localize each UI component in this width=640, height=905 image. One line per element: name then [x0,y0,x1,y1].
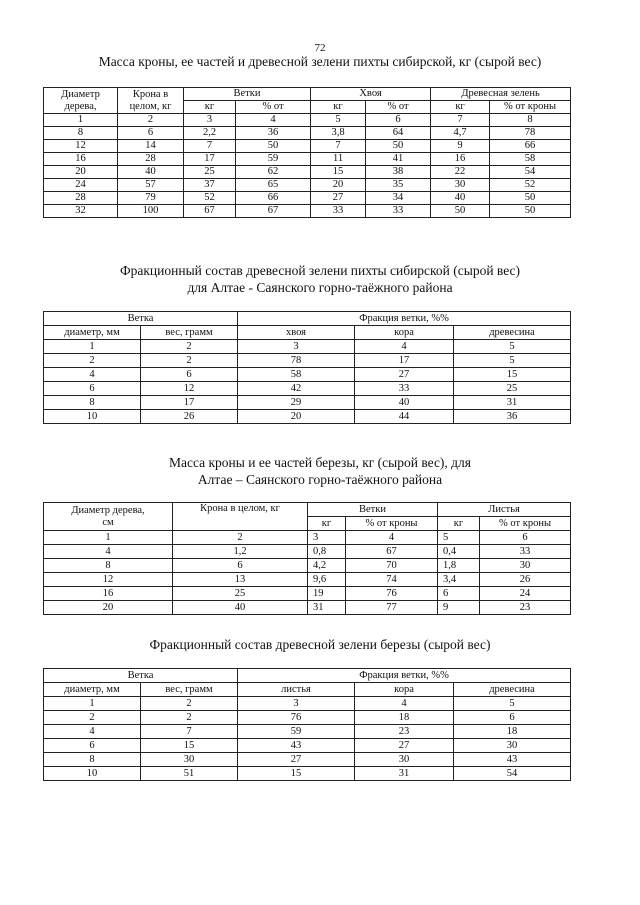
table-cell: 77 [346,601,438,615]
table-cell: 2 [118,114,184,127]
table-cell: 8 [44,396,141,410]
header-fraction: Фракция ветки, %% [238,669,571,683]
table-cell: 20 [44,601,173,615]
table-cell: 33 [355,382,454,396]
table-cell: 52 [490,179,571,192]
table-cell: 3 [238,340,355,354]
table-cell: 37 [184,179,236,192]
table-cell: 66 [490,140,571,153]
table-cell: 2 [141,711,238,725]
table-cell: 28 [118,153,184,166]
table-cell: 38 [366,166,431,179]
subheader-weight: вес, грамм [141,683,238,697]
table-row [44,153,571,166]
table-cell: 40 [355,396,454,410]
subheader-pct-crown: % от кроны [480,517,571,531]
fir-fraction-table [43,311,571,424]
header-fraction: Фракция ветки, %% [238,312,571,326]
table-cell: 2 [141,340,238,354]
table-cell: 31 [308,601,346,615]
table-cell: 12 [44,140,118,153]
table-cell: 12 [141,382,238,396]
header-branches: Ветки [308,503,438,517]
table-cell: 8 [44,559,173,573]
table-cell: 4 [44,368,141,382]
table-cell: 1 [44,114,118,127]
table-row [44,114,571,127]
table-cell: 2 [141,697,238,711]
table-cell: 6 [118,127,184,140]
table3-title-line1: Масса кроны и ее частей березы, кг (сырой вес), для [168,455,471,470]
table-cell: 10 [44,767,141,781]
header-greens: Древесная зелень [431,88,571,101]
table-cell: 6 [366,114,431,127]
table-cell: 15 [238,767,355,781]
table-row [44,545,571,559]
table-cell: 7 [431,114,490,127]
table-cell: 20 [238,410,355,424]
table-row [44,140,571,153]
table-row [44,340,571,354]
table-cell: 50 [366,140,431,153]
page-number: 72 [314,42,326,54]
table-cell: 24 [480,587,571,601]
table-cell: 40 [118,166,184,179]
table-cell: 59 [238,725,355,739]
table-cell: 8 [44,127,118,140]
table-cell: 6 [44,739,141,753]
table-cell: 33 [366,205,431,218]
table-cell: 2 [173,531,308,545]
table-cell: 74 [346,573,438,587]
table-cell: 5 [454,340,571,354]
table2-title-line1: Фракционный состав древесной зелени пихты сибирской (сырой вес) [119,263,521,278]
table-cell: 58 [490,153,571,166]
table-cell: 26 [141,410,238,424]
table-cell: 50 [490,205,571,218]
table-cell: 20 [44,166,118,179]
table-cell: 33 [480,545,571,559]
table-cell: 3,8 [311,127,366,140]
table-row [44,205,571,218]
table-cell: 41 [366,153,431,166]
table-cell: 13 [173,573,308,587]
table-cell: 18 [355,711,454,725]
subheader-needles: хвоя [238,326,355,340]
table-cell: 51 [141,767,238,781]
table-cell: 27 [355,368,454,382]
subheader-diameter: диаметр, мм [44,683,141,697]
table-cell: 22 [431,166,490,179]
table-cell: 27 [311,192,366,205]
table-cell: 1,8 [438,559,480,573]
table-cell: 67 [184,205,236,218]
table-row [44,573,571,587]
table-cell: 50 [431,205,490,218]
table-cell: 15 [454,368,571,382]
table-cell: 17 [355,354,454,368]
table-cell: 16 [431,153,490,166]
table-cell: 10 [44,410,141,424]
table-cell: 4 [44,725,141,739]
table-cell: 1,2 [173,545,308,559]
table1-title: Масса кроны, ее частей и древесной зелени пихты сибирской, кг (сырой вес) [98,54,542,69]
birch-fraction-table [43,668,571,781]
table-cell: 30 [355,753,454,767]
table-cell: 64 [366,127,431,140]
table-row [44,739,571,753]
table-row [44,559,571,573]
table-cell: 15 [311,166,366,179]
table-cell: 23 [355,725,454,739]
table-cell: 14 [118,140,184,153]
table-cell: 5 [454,354,571,368]
table-cell: 43 [238,739,355,753]
table-cell: 32 [44,205,118,218]
table-cell: 30 [431,179,490,192]
table-cell: 67 [236,205,311,218]
table-cell: 2 [141,354,238,368]
table-cell: 6 [173,559,308,573]
table-cell: 4 [355,697,454,711]
table-cell: 76 [346,587,438,601]
table-cell: 2 [44,354,141,368]
table-cell: 59 [236,153,311,166]
table-row [44,711,571,725]
table-cell: 9 [431,140,490,153]
subheader-pct: % от [366,101,431,114]
birch-crown-mass-table [43,502,571,615]
header-branch: Ветка [44,669,238,683]
table-row [44,697,571,711]
table3-title-line2: Алтае – Саянского горно-таёжного района [197,472,443,487]
table-cell: 16 [44,153,118,166]
table-row [44,531,571,545]
header-needles: Хвоя [311,88,431,101]
table-row [44,368,571,382]
table-cell: 8 [44,753,141,767]
table-cell: 78 [490,127,571,140]
table-cell: 31 [454,396,571,410]
subheader-kg: кг [311,101,366,114]
subheader-wood: древесина [454,326,571,340]
subheader-kg: кг [308,517,346,531]
table-cell: 6 [141,368,238,382]
table-cell: 6 [454,711,571,725]
table-row [44,587,571,601]
table-cell: 44 [355,410,454,424]
table-cell: 1 [44,340,141,354]
table-cell: 4,2 [308,559,346,573]
table-cell: 43 [454,753,571,767]
table-cell: 4 [236,114,311,127]
table-cell: 79 [118,192,184,205]
table-cell: 66 [236,192,311,205]
table-cell: 3 [308,531,346,545]
fir-crown-mass-table [43,87,571,218]
table-cell: 24 [44,179,118,192]
table-cell: 7 [141,725,238,739]
table2-title-line2: для Алтае - Саянского горно-таёжного района [187,280,453,295]
subheader-weight: вес, грамм [141,326,238,340]
table-cell: 4 [355,340,454,354]
subheader-kg: кг [184,101,236,114]
table-cell: 30 [480,559,571,573]
table-cell: 5 [438,531,480,545]
table-cell: 18 [454,725,571,739]
table-cell: 36 [454,410,571,424]
subheader-leaves: листья [238,683,355,697]
table-cell: 76 [238,711,355,725]
header-branches: Ветки [184,88,311,101]
subheader-diameter: диаметр, мм [44,326,141,340]
subheader-pct: % от [236,101,311,114]
table-cell: 17 [141,396,238,410]
table-cell: 100 [118,205,184,218]
table-cell: 2 [44,711,141,725]
table-cell: 5 [454,697,571,711]
header-diameter: Диаметр дерева, [44,88,118,114]
table-cell: 33 [311,205,366,218]
table-cell: 6 [438,587,480,601]
subheader-kg: кг [438,517,480,531]
table-cell: 50 [490,192,571,205]
subheader-wood: древесина [454,683,571,697]
table-cell: 19 [308,587,346,601]
table-cell: 3,4 [438,573,480,587]
subheader-pct-crown: % от кроны [346,517,438,531]
table-cell: 30 [454,739,571,753]
table-cell: 52 [184,192,236,205]
table-cell: 6 [480,531,571,545]
table-cell: 23 [480,601,571,615]
table-cell: 62 [236,166,311,179]
table-cell: 5 [311,114,366,127]
table-cell: 7 [184,140,236,153]
table-cell: 25 [184,166,236,179]
table-row [44,396,571,410]
table-cell: 65 [236,179,311,192]
table-cell: 50 [236,140,311,153]
table-row [44,192,571,205]
table-cell: 34 [366,192,431,205]
table-cell: 30 [141,753,238,767]
table-cell: 6 [44,382,141,396]
table-row [44,753,571,767]
table-cell: 9,6 [308,573,346,587]
table-row [44,179,571,192]
subheader-kg: кг [431,101,490,114]
header-diameter: Диаметр дерева, см [44,503,173,531]
table-cell: 0,8 [308,545,346,559]
table-cell: 27 [238,753,355,767]
header-branch: Ветка [44,312,238,326]
header-crown: Крона в целом, кг [118,88,184,114]
table-cell: 1 [44,531,173,545]
table-cell: 31 [355,767,454,781]
table-cell: 2,2 [184,127,236,140]
table-cell: 58 [238,368,355,382]
table-cell: 54 [454,767,571,781]
table-row [44,382,571,396]
table-cell: 27 [355,739,454,753]
table-cell: 1 [44,697,141,711]
table-cell: 9 [438,601,480,615]
table-cell: 4 [346,531,438,545]
table-cell: 42 [238,382,355,396]
table-cell: 57 [118,179,184,192]
table-cell: 70 [346,559,438,573]
subheader-pct-crown: % от кроны [490,101,571,114]
table-cell: 12 [44,573,173,587]
table-cell: 7 [311,140,366,153]
table-cell: 16 [44,587,173,601]
table-cell: 8 [490,114,571,127]
subheader-bark: кора [355,326,454,340]
table-row [44,725,571,739]
table-row [44,767,571,781]
table-cell: 25 [454,382,571,396]
subheader-bark: кора [355,683,454,697]
table-row [44,601,571,615]
table-cell: 4 [44,545,173,559]
table-cell: 40 [173,601,308,615]
table-row [44,127,571,140]
table-cell: 15 [141,739,238,753]
table-cell: 28 [44,192,118,205]
table-cell: 11 [311,153,366,166]
table-cell: 25 [173,587,308,601]
table-cell: 20 [311,179,366,192]
table-cell: 78 [238,354,355,368]
table-cell: 17 [184,153,236,166]
table-cell: 40 [431,192,490,205]
header-leaves: Листья [438,503,571,517]
table-cell: 4,7 [431,127,490,140]
table-cell: 3 [238,697,355,711]
table-cell: 0,4 [438,545,480,559]
table-cell: 36 [236,127,311,140]
table-row [44,410,571,424]
table-cell: 35 [366,179,431,192]
table-cell: 29 [238,396,355,410]
table-cell: 26 [480,573,571,587]
table-row [44,354,571,368]
table-cell: 54 [490,166,571,179]
table4-title: Фракционный состав древесной зелени березы (сырой вес) [149,637,491,652]
table-cell: 3 [184,114,236,127]
table-cell: 67 [346,545,438,559]
header-crown: Крона в целом, кг [173,503,308,531]
table-row [44,166,571,179]
